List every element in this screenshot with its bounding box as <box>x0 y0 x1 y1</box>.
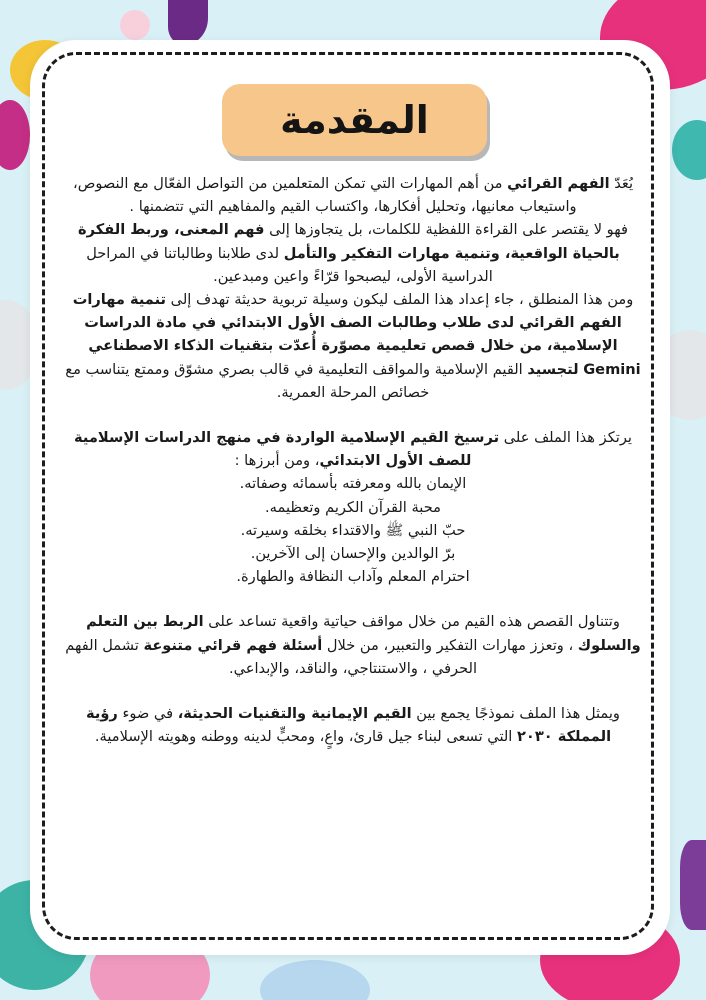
paragraph-2 <box>62 218 644 288</box>
p5-bold-2: أسئلة فهم قرائي متنوعة <box>143 636 323 654</box>
p5-text-1: وتتناول القصص هذه القيم من خلال مواقف حياتية واقعية تساعد على <box>203 613 620 631</box>
p5-bold-1: الربط بين التعلم والسلوك <box>86 613 641 654</box>
p6-text-3: التي تسعى لبناء جيل قارئ، واعٍ، ومحبٍّ لدينه ووطنه وهويته الإسلامية. <box>94 728 517 746</box>
p2-text-1: فهو لا يقتصر على القراءة اللفظية للكلمات، بل يتجاوزها إلى <box>264 221 628 239</box>
p4-text-2: ، ومن أبرزها : <box>234 452 320 470</box>
p3-text-2: القيم الإسلامية والمواقف التعليمية في قالب بصري مشوّق وممتع يتناسب مع خصائص المرحلة العمرية. <box>65 360 528 401</box>
paragraph-1 <box>62 172 644 218</box>
p6-bold-2: رؤية المملكة ٢٠٣٠ <box>86 705 612 746</box>
blue-blob-bottom <box>260 960 370 1000</box>
list-item: محبة القرآن الكريم وتعظيمه. <box>265 498 441 516</box>
magenta-blob-left <box>0 100 30 170</box>
p6-bold-1: القيم الإيمانية والتقنيات الحديثة، <box>177 705 412 723</box>
title-banner <box>222 84 487 156</box>
p1-text-1: يُعَدّ <box>609 175 634 192</box>
pink-bubble-top <box>120 10 150 40</box>
spacer <box>62 680 644 702</box>
p3-bold-gemini: Gemini <box>583 360 641 378</box>
p2-text-2: لدى طلابنا وطالباتنا في المراحل الدراسية الأولى، ليصبحوا قرّاءً واعين ومبدعين. <box>86 244 493 285</box>
introduction-text <box>62 172 644 748</box>
values-list <box>62 472 644 588</box>
paragraph-6 <box>62 702 644 748</box>
teal-blob-right <box>672 120 706 180</box>
list-item: احترام المعلم وآداب النظافة والطهارة. <box>236 568 470 586</box>
list-item: الإيمان بالله ومعرفته بأسمائه وصفاته. <box>239 475 467 493</box>
p1-text-2: من أهم المهارات التي تمكن المتعلمين من التواصل الفعّال مع النصوص، واستيعاب معانيها، وتحليل أفكارها، واكتساب القيم والمفاهيم التي تتضمنها . <box>72 175 577 216</box>
p3-bold-2: لتجسيد <box>527 360 579 378</box>
p6-text-2: في ضوء <box>117 705 178 723</box>
p6-text-1: ويمثل هذا الملف نموذجًا يجمع بين <box>411 705 620 723</box>
paragraph-4 <box>62 426 644 472</box>
page-title: المقدمة <box>280 98 429 142</box>
p4-text-1: يرتكز هذا الملف على <box>499 429 632 447</box>
spacer <box>62 404 644 426</box>
p2-bold-1: فهم المعنى، وربط الفكرة بالحياة الواقعية، وتنمية مهارات التفكير والتأمل <box>78 221 620 262</box>
purple-leaf-top <box>168 0 208 45</box>
paragraph-5 <box>62 610 644 680</box>
p1-bold-1: الفهم القرائي <box>507 175 610 192</box>
p5-text-3: تشمل الفهم الحرفي ، والاستنتاجي، والناقد، والإبداعي. <box>65 636 478 677</box>
p5-text-2: ، وتعزز مهارات التفكير والتعبير، من خلال <box>322 636 578 654</box>
spacer <box>62 588 644 610</box>
purple-shape-bottom-right <box>680 840 706 930</box>
paragraph-3 <box>62 288 644 404</box>
p3-text-1: ومن هذا المنطلق ، جاء إعداد هذا الملف ليكون وسيلة تربوية حديثة تهدف إلى <box>166 291 634 309</box>
list-item: حبّ النبي ﷺ والاقتداء بخلقه وسيرته. <box>240 521 466 539</box>
p4-bold-1: ترسيخ القيم الإسلامية الواردة في منهج الدراسات الإسلامية للصف الأول الابتدائي <box>74 429 500 470</box>
list-item: برّ الوالدين والإحسان إلى الآخرين. <box>250 545 456 563</box>
p3-bold-1: تنمية مهارات الفهم القرائي لدى طلاب وطالبات الصف الأول الابتدائي في مادة الدراسات الإسلامية، من خلال قصص تعليمية مصوّرة أُعدّت بتقنيات الذكاء الاصطناعي <box>72 291 622 355</box>
